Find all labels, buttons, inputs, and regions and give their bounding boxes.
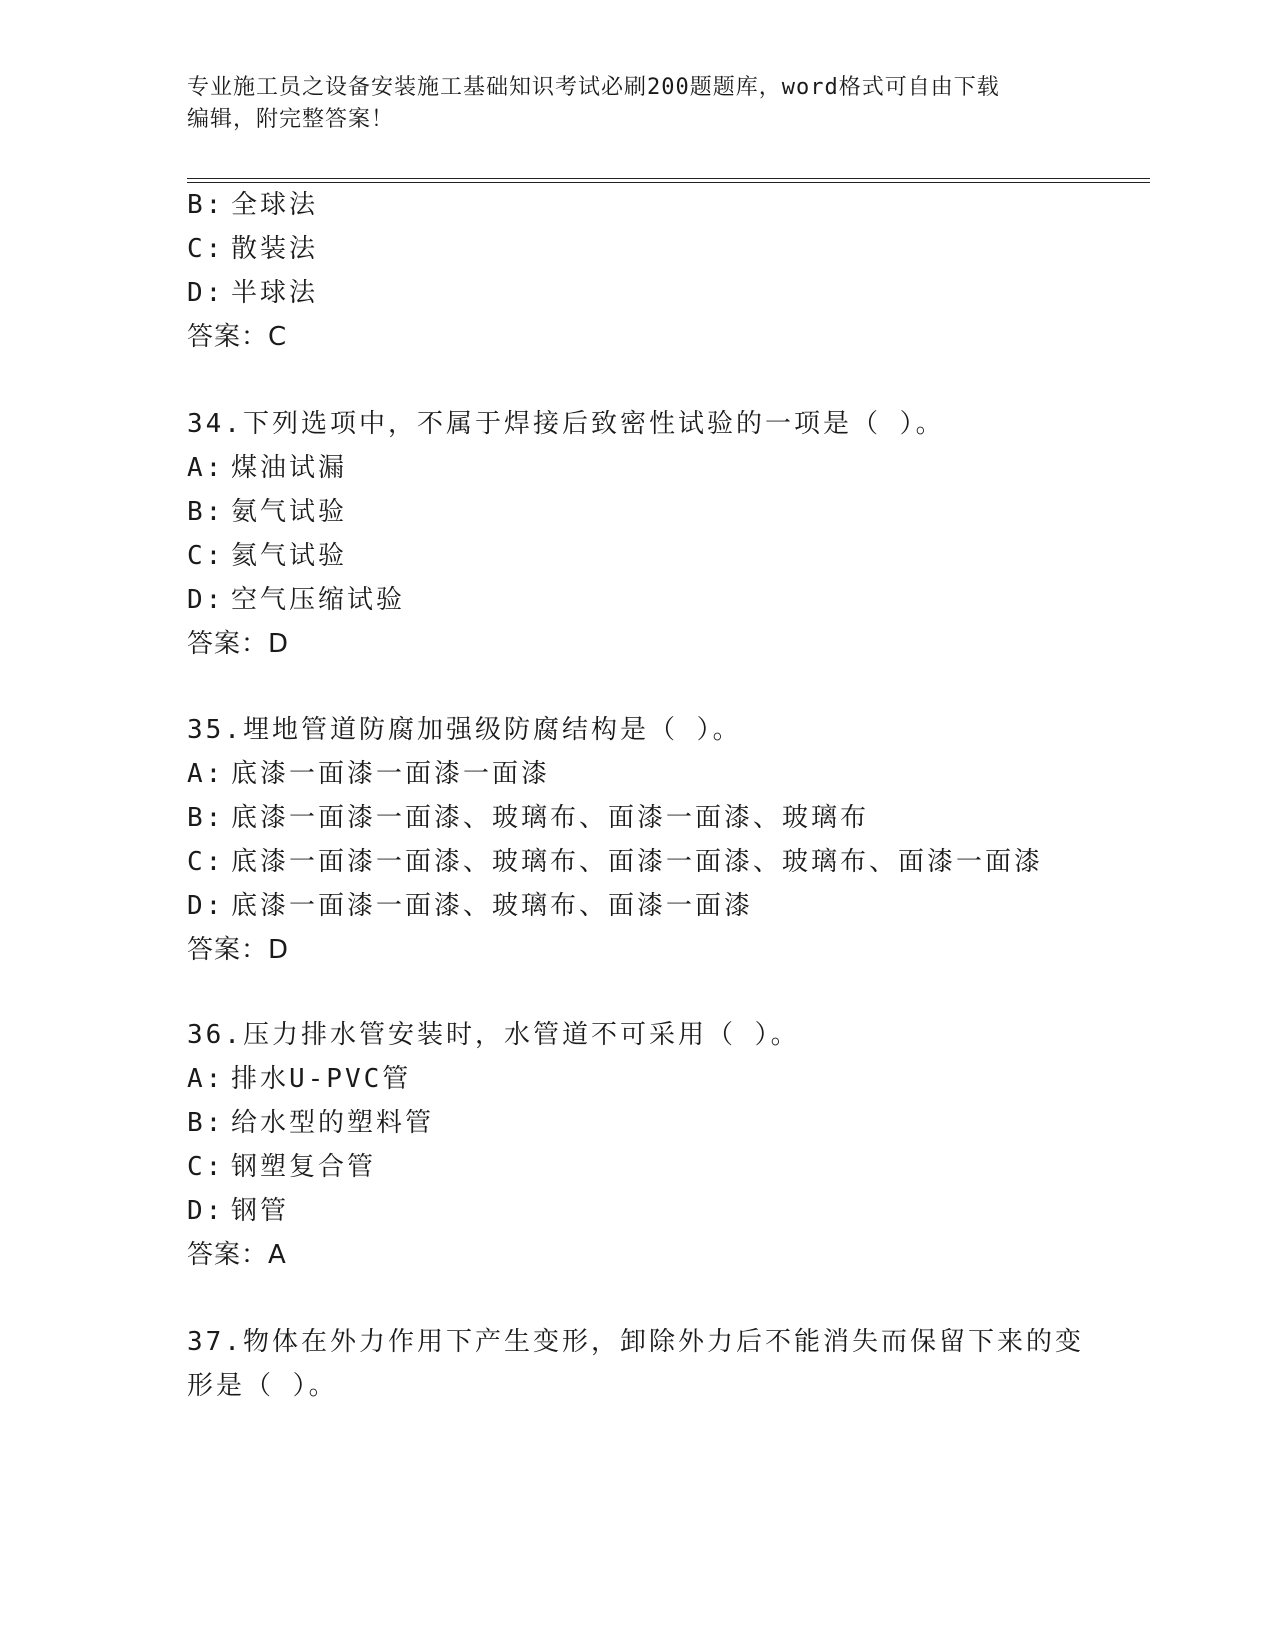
option-b [187, 801, 869, 835]
option-text: 散装法 [231, 234, 319, 264]
option-letter: B: [187, 803, 225, 833]
question-stem: 35.埋地管道防腐加强级防腐结构是（ ）。 [187, 715, 742, 745]
option-letter: A: [187, 453, 225, 483]
question-stem: 36.压力排水管安装时，水管道不可采用（ ）。 [187, 1020, 800, 1050]
option-letter: C: [187, 847, 225, 877]
option-c [187, 845, 1043, 879]
option-c [187, 232, 318, 266]
option-letter: D: [187, 585, 225, 615]
question-stem-line-2: 形是（ ）。 [187, 1371, 338, 1401]
question-stem-line-1: 37.物体在外力作用下产生变形，卸除外力后不能消失而保留下来的变 [187, 1327, 1084, 1357]
option-text: 全球法 [231, 190, 319, 220]
header-divider-bottom [187, 182, 1150, 183]
option-b [187, 495, 347, 529]
option-text: 底漆一面漆一面漆、玻璃布、面漆一面漆、玻璃布 [231, 803, 870, 833]
option-text: 排水U-PVC管 [231, 1064, 412, 1094]
header-line-2: 编辑，附完整答案！ [187, 107, 395, 132]
option-a [187, 1062, 411, 1096]
option-text: 底漆一面漆一面漆、玻璃布、面漆一面漆、玻璃布、面漆一面漆 [231, 847, 1044, 877]
option-d [187, 583, 405, 617]
option-text: 氦气试验 [231, 541, 348, 571]
header-line-1: 专业施工员之设备安装施工基础知识考试必刷200题题库，word格式可自由下载 [187, 75, 1000, 100]
option-letter: B: [187, 497, 225, 527]
answer-line: 答案：A [187, 1240, 287, 1270]
option-b [187, 1106, 434, 1140]
option-letter: C: [187, 541, 225, 571]
option-text: 氨气试验 [231, 497, 348, 527]
option-letter: A: [187, 1064, 225, 1094]
option-letter: B: [187, 190, 225, 220]
question-stem: 34.下列选项中，不属于焊接后致密性试验的一项是（ ）。 [187, 409, 945, 439]
option-text: 煤油试漏 [231, 453, 348, 483]
option-letter: B: [187, 1108, 225, 1138]
option-a [187, 757, 550, 791]
option-d [187, 889, 753, 923]
option-a [187, 451, 347, 485]
option-text: 半球法 [231, 278, 319, 308]
option-letter: D: [187, 1196, 225, 1226]
option-c [187, 539, 347, 573]
option-text: 给水型的塑料管 [231, 1108, 435, 1138]
option-b [187, 188, 318, 222]
option-text: 钢塑复合管 [231, 1152, 377, 1182]
document-header [187, 72, 1067, 136]
answer-line: 答案：D [187, 935, 290, 965]
option-d [187, 1194, 289, 1228]
option-d [187, 276, 318, 310]
header-divider-top [187, 178, 1150, 179]
option-letter: D: [187, 891, 225, 921]
answer-line: 答案：D [187, 629, 290, 659]
option-letter: A: [187, 759, 225, 789]
option-text: 钢管 [231, 1196, 290, 1226]
option-letter: D: [187, 278, 225, 308]
option-c [187, 1150, 376, 1184]
option-text: 底漆一面漆一面漆一面漆 [231, 759, 551, 789]
option-letter: C: [187, 1152, 225, 1182]
option-letter: C: [187, 234, 225, 264]
option-text: 底漆一面漆一面漆、玻璃布、面漆一面漆 [231, 891, 754, 921]
option-text: 空气压缩试验 [231, 585, 406, 615]
answer-line: 答案：C [187, 322, 288, 352]
